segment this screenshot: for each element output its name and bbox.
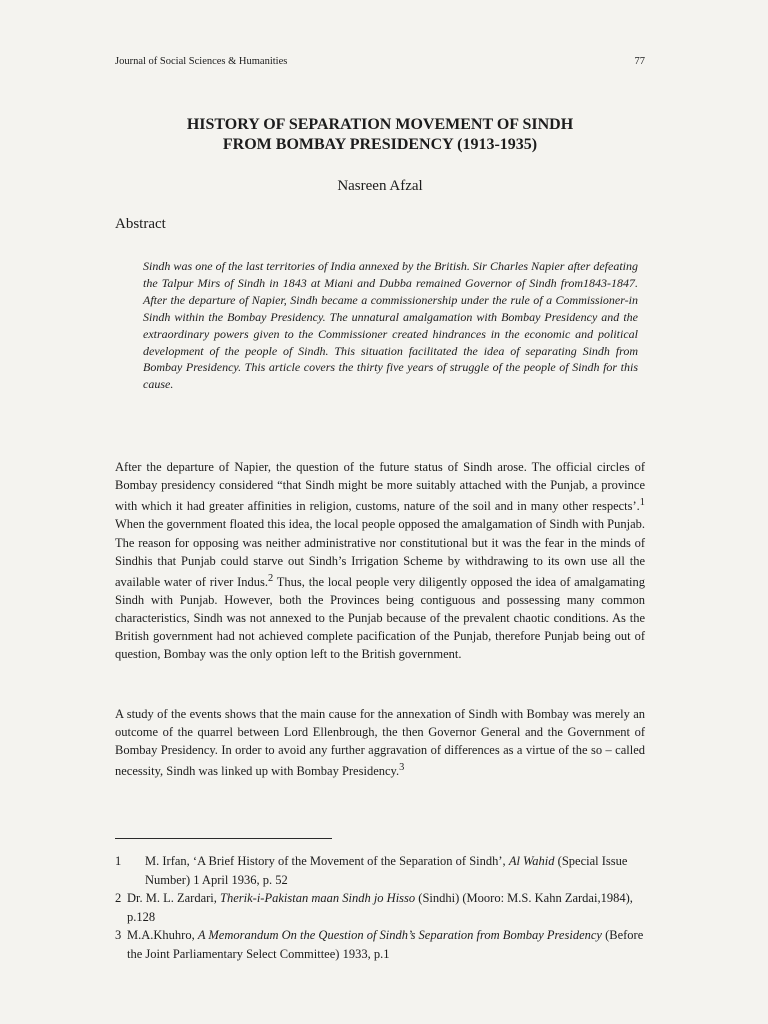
title-line-1: HISTORY OF SEPARATION MOVEMENT OF SINDH	[186, 116, 574, 133]
footnote-ref-2[interactable]: 2	[268, 572, 274, 584]
footnote-ref-3[interactable]: 3	[399, 762, 405, 774]
footnote-ref-1[interactable]: 1	[639, 497, 645, 509]
running-header	[115, 56, 645, 67]
body-paragraph-1: After the departure of Napier, the question of the future status of Sindh arose. The official circles of Bombay presidency considered “that Sindh might be more suitably attached with the Punjab, a province with which it had greater affinities in religion, customs, nature of the soil and in many other respects’.$^1$ When the government floated this idea, the local people opposed the amalgamation of Sindh with Punjab. The reason for opposing was neither administrative nor constitutional but it was the fear in the minds of Sindhis that Punjab could starve out Sindh’s Irrigation Scheme by withdrawing to its own use all the available water of river Indus.$^2$ Thus, the local people very diligently opposed the idea of amalgamating Sindh with Punjab. However, both the Provinces being contiguous and possessing many common characteristics, Sindh was not annexed to the Punjab because of the prevalent chaotic conditions. As the British government had not achieved complete pacification of the Punjab, therefore Punjab being out of question, Bombay was the only option left to the British government.	[115, 460, 645, 662]
footnote-number: 3	[115, 928, 122, 942]
article-title	[115, 115, 645, 155]
footnote-number: 2	[115, 891, 122, 905]
abstract-heading: Abstract	[115, 216, 166, 232]
footnote-3: 3 M.A.Khuhro, A Memorandum On the Question of Sindh’s Separation from Bombay Presidency (Before the Joint Parliamentary Select Committee) 1933, p.1	[115, 926, 645, 963]
body-paragraph-2: A study of the events shows that the main cause for the annexation of Sindh with Bombay was merely an outcome of the quarrel between Lord Ellenbrough, the then Governor General and the Government of Bombay Presidency. In order to avoid any further aggravation of differences as a virtue of the so – called necessity, Sindh was linked up with Bombay Presidency.$^3$	[115, 707, 645, 779]
author-name: Nasreen Afzal	[337, 178, 423, 194]
journal-name: Journal of Social Sciences & Humanities	[115, 56, 288, 67]
footnotes	[115, 852, 645, 963]
title-line-2: FROM BOMBAY PRESIDENCY (1913-1935)	[222, 136, 538, 153]
footnote-1: 1 M. Irfan, ‘A Brief History of the Movement of the Separation of Sindh’, Al Wahid (Special Issue Number) 1 April 1936, p. 52	[115, 852, 645, 889]
page-number: 77	[634, 56, 645, 67]
footnote-2: 2 Dr. M. L. Zardari, Therik-i-Pakistan maan Sindh jo Hisso (Sindhi) (Mooro: M.S. Kahn Zardai,1984), p.128	[115, 889, 645, 926]
footnote-divider	[115, 838, 332, 839]
footnote-number: 1	[115, 854, 122, 868]
abstract-text: Sindh was one of the last territories of India annexed by the British. Sir Charles Napier after defeating the Talpur Mirs of Sindh in 1843 at Miani and Dubba remained Governor of Sindh from1843-1847. After the departure of Napier, Sindh became a commissionership under the rule of a Commissioner-in Sindh within the Bombay Presidency. The unnatural amalgamation with Bombay Presidency and the extraordinary powers given to the Commissioner created hindrances in the economic and political development of the people of Sindh. This situation facilitated the idea of separating Sindh from Bombay Presidency. This article covers the thirty five years of struggle of the people of Sindh for this cause.	[143, 259, 638, 392]
